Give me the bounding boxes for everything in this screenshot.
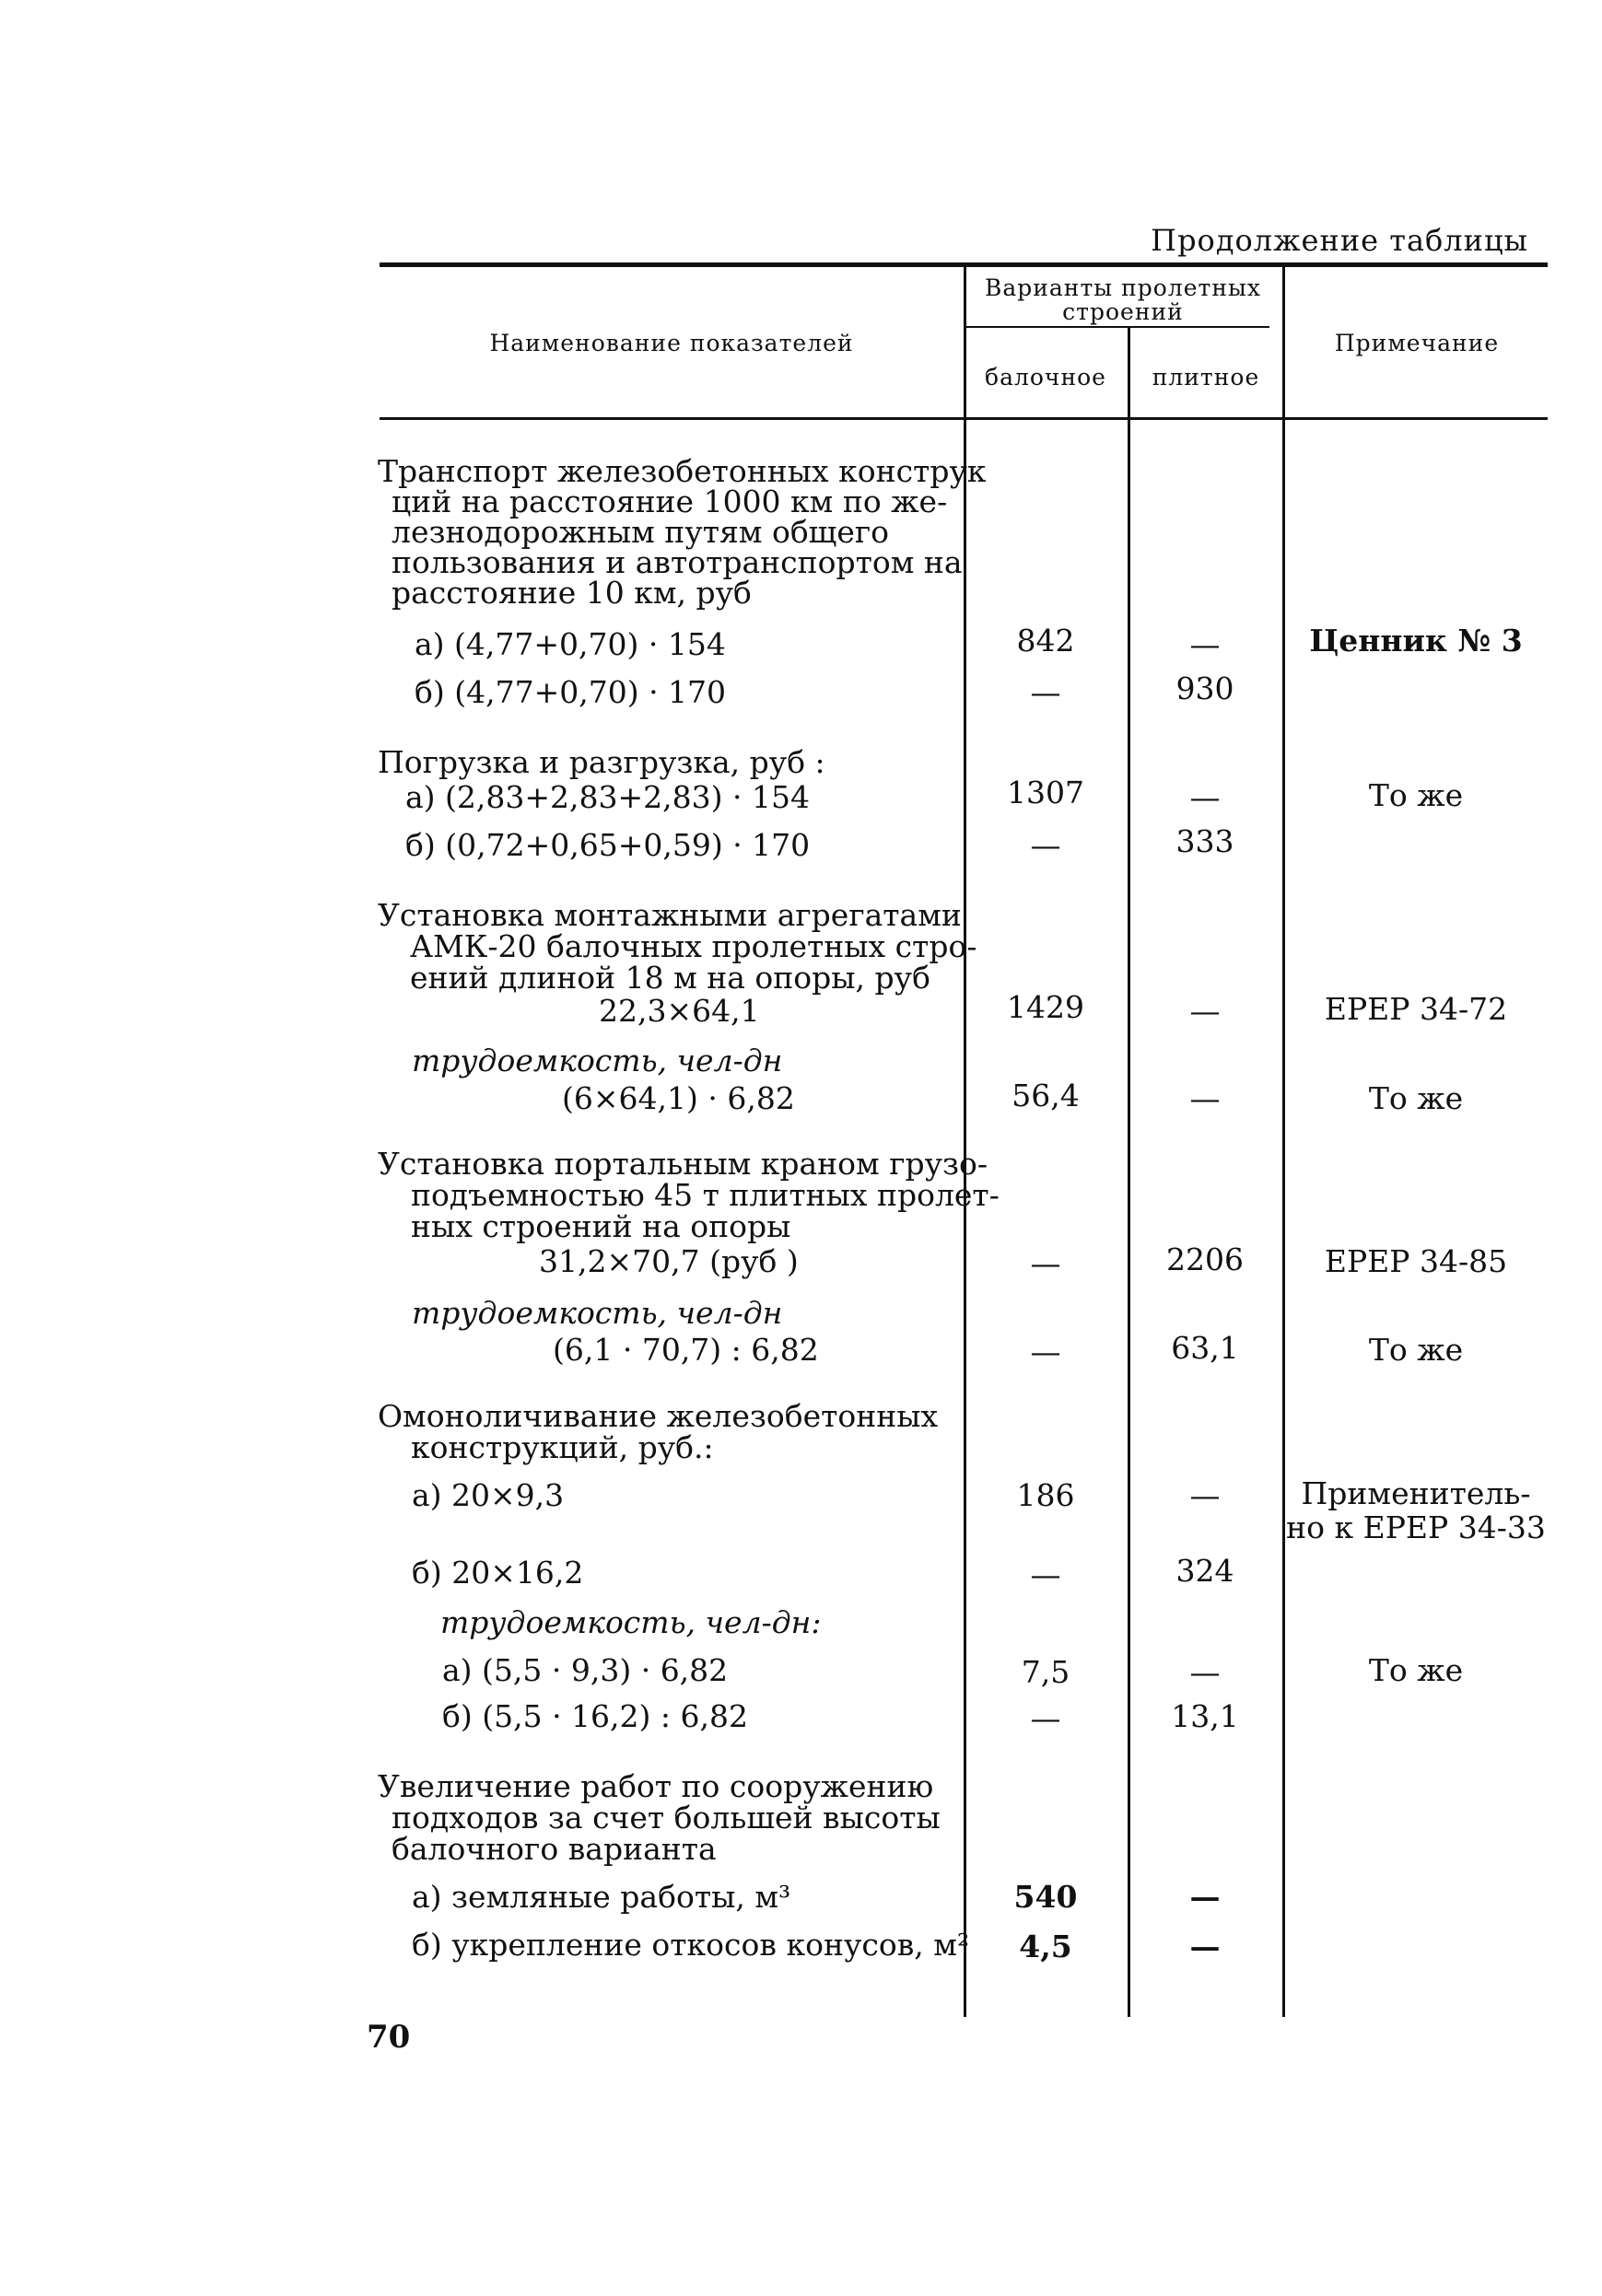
- r4-formula: 31,2×70,7 (руб ): [539, 1243, 799, 1279]
- r5c-note: То же: [1368, 1652, 1464, 1688]
- r4-labor-formula: (6,1 · 70,7) : 6,82: [553, 1332, 819, 1368]
- header-variants: [964, 276, 1282, 325]
- r5b-formula: б) 20×16,2: [412, 1555, 584, 1591]
- header-note: Примечание: [1334, 330, 1500, 356]
- r3-labor-beam: 56,4: [1011, 1078, 1080, 1113]
- r4-line2: подъемностью 45 т плитных пролет-: [411, 1177, 1000, 1213]
- r2b-formula: б) (0,72+0,65+0,59) · 170: [405, 827, 811, 863]
- continuation-caption: Продолжение таблицы: [1151, 223, 1528, 258]
- header-variants-line1: Варианты пролетных: [984, 274, 1262, 301]
- r1a-beam: 842: [1016, 623, 1075, 658]
- r4-line3: ных строений на опоры: [411, 1208, 791, 1244]
- r3-line1: Установка монтажными агрегатами: [378, 897, 962, 933]
- r4-beam: —: [1030, 1245, 1061, 1281]
- r3-slab: —: [1189, 993, 1221, 1029]
- r2b-slab: 333: [1175, 823, 1234, 859]
- r5-line2: конструкций, руб.:: [411, 1429, 714, 1465]
- r1-line5: расстояние 10 км, руб: [392, 575, 752, 611]
- r3-line2: АМК-20 балочных пролетных стро-: [410, 928, 977, 964]
- r2a-beam: 1307: [1007, 775, 1084, 810]
- r5b-slab: 324: [1175, 1553, 1234, 1589]
- r3-labor-formula: (6×64,1) · 6,82: [562, 1080, 795, 1116]
- r2b-beam: —: [1030, 827, 1061, 863]
- r2a-note: То же: [1368, 777, 1464, 813]
- r5a-slab: —: [1189, 1477, 1221, 1513]
- r1a-formula: а) (4,77+0,70) · 154: [415, 626, 726, 662]
- r2-line1: Погрузка и разгрузка, руб :: [378, 744, 825, 780]
- r1-line1: Транспорт железобетонных конструк: [378, 453, 987, 489]
- r1b-beam: —: [1030, 674, 1061, 710]
- r3-labor-slab: —: [1189, 1080, 1221, 1116]
- r4-line1: Установка портальным краном грузо-: [378, 1146, 988, 1182]
- r5a-note: [1286, 1477, 1546, 1545]
- r1-line4: пользования и автотранспортом на: [392, 544, 963, 580]
- r4-labor-slab: 63,1: [1171, 1330, 1239, 1366]
- r1a-note: Ценник № 3: [1309, 623, 1523, 658]
- r4-labor-label: трудоемкость, чел-дн: [412, 1295, 783, 1331]
- r6a-label: а) земляные работы, м³: [412, 1879, 791, 1915]
- r3-beam: 1429: [1007, 989, 1084, 1025]
- r5a-formula: а) 20×9,3: [412, 1477, 565, 1513]
- r6-line2: подходов за счет большей высоты: [392, 1800, 941, 1836]
- col-divider-name: [964, 267, 966, 2017]
- r3-note: ЕРЕР 34-72: [1324, 991, 1508, 1027]
- r1-line3: лезнодорожным путям общего: [392, 514, 890, 550]
- r6-line1: Увеличение работ по сооружению: [378, 1768, 934, 1804]
- page-number: 70: [367, 2019, 411, 2056]
- r5d-slab: 13,1: [1171, 1698, 1239, 1734]
- r3-line3: ений длиной 18 м на опоры, руб: [410, 960, 930, 996]
- r6b-label: б) укрепление откосов конусов, м²: [412, 1927, 970, 1963]
- r5d-beam: —: [1030, 1700, 1061, 1736]
- r1b-formula: б) (4,77+0,70) · 170: [415, 674, 727, 710]
- col-divider-variants: [1128, 328, 1130, 2017]
- r5c-formula: а) (5,5 · 9,3) · 6,82: [442, 1652, 729, 1688]
- r1-line2: ций на расстояние 1000 км по же-: [392, 484, 948, 519]
- r5c-beam: 7,5: [1021, 1654, 1070, 1690]
- r5a-note-line1: Применитель-: [1301, 1475, 1531, 1511]
- header-variants-line2: строений: [1062, 298, 1184, 326]
- r3-formula: 22,3×64,1: [599, 993, 760, 1029]
- r3-labor-label: трудоемкость, чел-дн: [412, 1043, 783, 1078]
- r5-labor-label: трудоемкость, чел-дн:: [440, 1604, 822, 1640]
- r3-labor-note: То же: [1368, 1080, 1464, 1116]
- r5b-beam: —: [1030, 1556, 1061, 1592]
- r4-slab: 2206: [1166, 1241, 1244, 1277]
- r5d-formula: б) (5,5 · 16,2) : 6,82: [442, 1698, 748, 1734]
- r2a-formula: а) (2,83+2,83+2,83) · 154: [405, 779, 810, 815]
- r6-line3: балочного варианта: [392, 1831, 717, 1867]
- r6a-slab: —: [1189, 1879, 1221, 1915]
- r6a-beam: 540: [1013, 1879, 1078, 1915]
- r5c-slab: —: [1189, 1654, 1221, 1690]
- r5-line1: Омоноличивание железобетонных: [378, 1398, 939, 1434]
- r4-labor-beam: —: [1030, 1334, 1061, 1369]
- header-name-col: Наименование показателей: [489, 330, 854, 356]
- r4-note: ЕРЕР 34-85: [1324, 1243, 1508, 1279]
- r6b-beam: 4,5: [1019, 1929, 1072, 1964]
- r2a-slab: —: [1189, 779, 1221, 815]
- r5a-note-line2: но к ЕРЕР 34-33: [1286, 1509, 1546, 1545]
- r6b-slab: —: [1189, 1929, 1221, 1964]
- header-beam: балочное: [985, 364, 1106, 390]
- col-divider-note: [1282, 267, 1285, 2017]
- variants-sub-rule: [964, 326, 1269, 328]
- header-slab: плитное: [1152, 364, 1260, 390]
- r1b-slab: 930: [1175, 670, 1234, 706]
- r5a-beam: 186: [1016, 1477, 1075, 1513]
- r4-labor-note: То же: [1368, 1332, 1464, 1368]
- r1a-slab: —: [1189, 626, 1221, 662]
